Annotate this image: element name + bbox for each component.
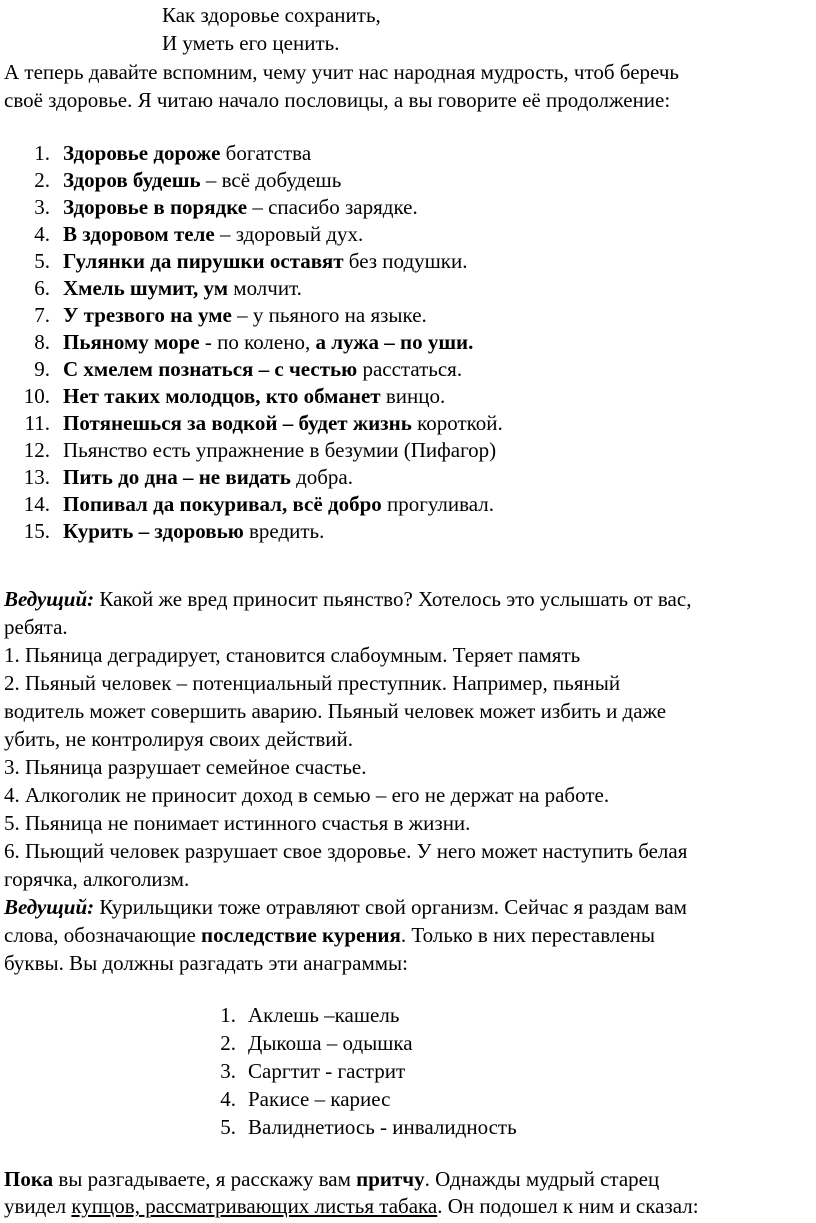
- proverb-start: Пить до дна – не видать: [63, 465, 291, 489]
- proverb-end: молчит.: [228, 276, 302, 300]
- proverb-end: прогуливал.: [381, 492, 495, 516]
- proverb-end: – спасибо зарядке.: [247, 195, 418, 219]
- poem-line-1: Как здоровье сохранить,: [162, 3, 381, 27]
- proverb-end: винцо.: [380, 384, 446, 408]
- speaker-label: Ведущий:: [4, 895, 95, 919]
- proverb-end: богатства: [220, 141, 312, 165]
- underlined-phrase: купцов, рассматривающих листья табака: [71, 1194, 438, 1218]
- list-number: 15.: [23, 519, 50, 543]
- intro-line-2: своё здоровье. Я читаю начало пословицы, а вы говорите её продолжение:: [4, 88, 671, 112]
- list-number: 14.: [23, 492, 50, 516]
- proverb-end: короткой.: [411, 411, 503, 435]
- harm-line: 4. Алкоголик не приносит доход в семью – его не держат на работе.: [4, 783, 610, 807]
- list-number: 5.: [34, 249, 50, 273]
- proverb-end: добра.: [290, 465, 354, 489]
- list-number: 1.: [220, 1003, 236, 1027]
- proverb-end: – здоровый дух.: [214, 222, 364, 246]
- poem-line-2: И уметь его ценить.: [162, 31, 340, 55]
- proverb-end: расстаться.: [357, 357, 463, 381]
- parable-line-2: увидел купцов, рассматривающих листья табака. Он подошел к ним и сказал:: [4, 1194, 699, 1218]
- list-number: 11.: [24, 411, 50, 435]
- list-number: 10.: [23, 384, 50, 408]
- proverb-end: – всё добудешь: [200, 168, 342, 192]
- proverb-start: В здоровом теле: [63, 222, 215, 246]
- proverb-start: Нет таких молодцов, кто обманет: [63, 384, 381, 408]
- harm-line: 1. Пьяница деградирует, становится слабоумным. Теряет память: [4, 643, 581, 667]
- list-number: 3.: [34, 195, 50, 219]
- proverb-end: вредить.: [243, 519, 325, 543]
- proverb-start: У трезвого на уме: [63, 303, 232, 327]
- harm-line: убить, не контролируя своих действий.: [4, 727, 354, 751]
- list-number: 7.: [34, 303, 50, 327]
- host-question-line-2: ребята.: [4, 615, 68, 639]
- host-question-line-1: Ведущий: Какой же вред приносит пьянство? Хотелось это услышать от вас,: [4, 587, 692, 611]
- host-anagram-line-1: Ведущий: Курильщики тоже отравляют свой организм. Сейчас я раздам вам: [4, 895, 687, 919]
- proverb-start: Здоровье в порядке: [63, 195, 248, 219]
- proverb-start: Гулянки да пирушки оставят: [63, 249, 344, 273]
- proverb-end: – у пьяного на языке.: [231, 303, 427, 327]
- anagram-text: Аклешь –кашель: [248, 1003, 400, 1027]
- proverb-start: Здоровье дороже: [63, 141, 221, 165]
- harm-line: водитель может совершить аварию. Пьяный человек может избить и даже: [4, 699, 667, 723]
- harm-line: 3. Пьяница разрушает семейное счастье.: [4, 755, 367, 779]
- list-number: 6.: [34, 276, 50, 300]
- speaker-label: Ведущий:: [4, 587, 95, 611]
- anagram-text: Дыкоша – одышка: [248, 1031, 413, 1055]
- harm-line: 5. Пьяница не понимает истинного счастья в жизни.: [4, 811, 471, 835]
- proverb-start: Хмель шумит, ум: [63, 276, 229, 300]
- parable-line-1: Пока вы разгадываете, я расскажу вам притчу. Однажды мудрый старец: [4, 1167, 660, 1191]
- list-number: 8.: [34, 330, 50, 354]
- emphasis: последствие курения: [201, 923, 401, 947]
- proverb-end: а лужа – по уши.: [315, 330, 474, 354]
- proverb-middle: - по колено,: [199, 330, 316, 354]
- anagram-text: Ракисе – кариес: [248, 1087, 391, 1111]
- host-anagram-line-3: буквы. Вы должны разгадать эти анаграммы:: [4, 951, 409, 975]
- proverb-start: С хмелем познаться – с честью: [63, 357, 358, 381]
- list-number: 13.: [23, 465, 50, 489]
- proverb-end: без подушки.: [343, 249, 468, 273]
- intro-line-1: А теперь давайте вспомним, чему учит нас народная мудрость, чтоб беречь: [4, 60, 679, 84]
- proverb-end: Пьянство есть упражнение в безумии (Пифагор): [63, 438, 497, 462]
- proverb-start: Попивал да покуривал, всё добро: [63, 492, 382, 516]
- proverb-start: Пьяному море: [63, 330, 200, 354]
- list-number: 2.: [34, 168, 50, 192]
- proverb-start: Курить – здоровью: [63, 519, 244, 543]
- list-number: 2.: [220, 1031, 236, 1055]
- list-number: 12.: [23, 438, 50, 462]
- harm-line: 6. Пьющий человек разрушает свое здоровье. У него может наступить белая: [4, 839, 688, 863]
- list-number: 3.: [220, 1059, 236, 1083]
- harm-line: 2. Пьяный человек – потенциальный преступник. Например, пьяный: [4, 671, 621, 695]
- proverb-start: Здоров будешь: [63, 168, 201, 192]
- host-anagram-line-2: слова, обозначающие последствие курения. Только в них переставлены: [4, 923, 655, 947]
- proverb-start: Потянешься за водкой – будет жизнь: [63, 411, 412, 435]
- list-number: 1.: [34, 141, 50, 165]
- anagram-text: Валиднетиось - инвалидность: [248, 1115, 517, 1139]
- harm-line: горячка, алкоголизм.: [4, 867, 190, 891]
- list-number: 4.: [220, 1087, 236, 1111]
- list-number: 5.: [220, 1115, 236, 1139]
- list-number: 9.: [34, 357, 50, 381]
- list-number: 4.: [34, 222, 50, 246]
- anagram-text: Саргтит - гастрит: [248, 1059, 406, 1083]
